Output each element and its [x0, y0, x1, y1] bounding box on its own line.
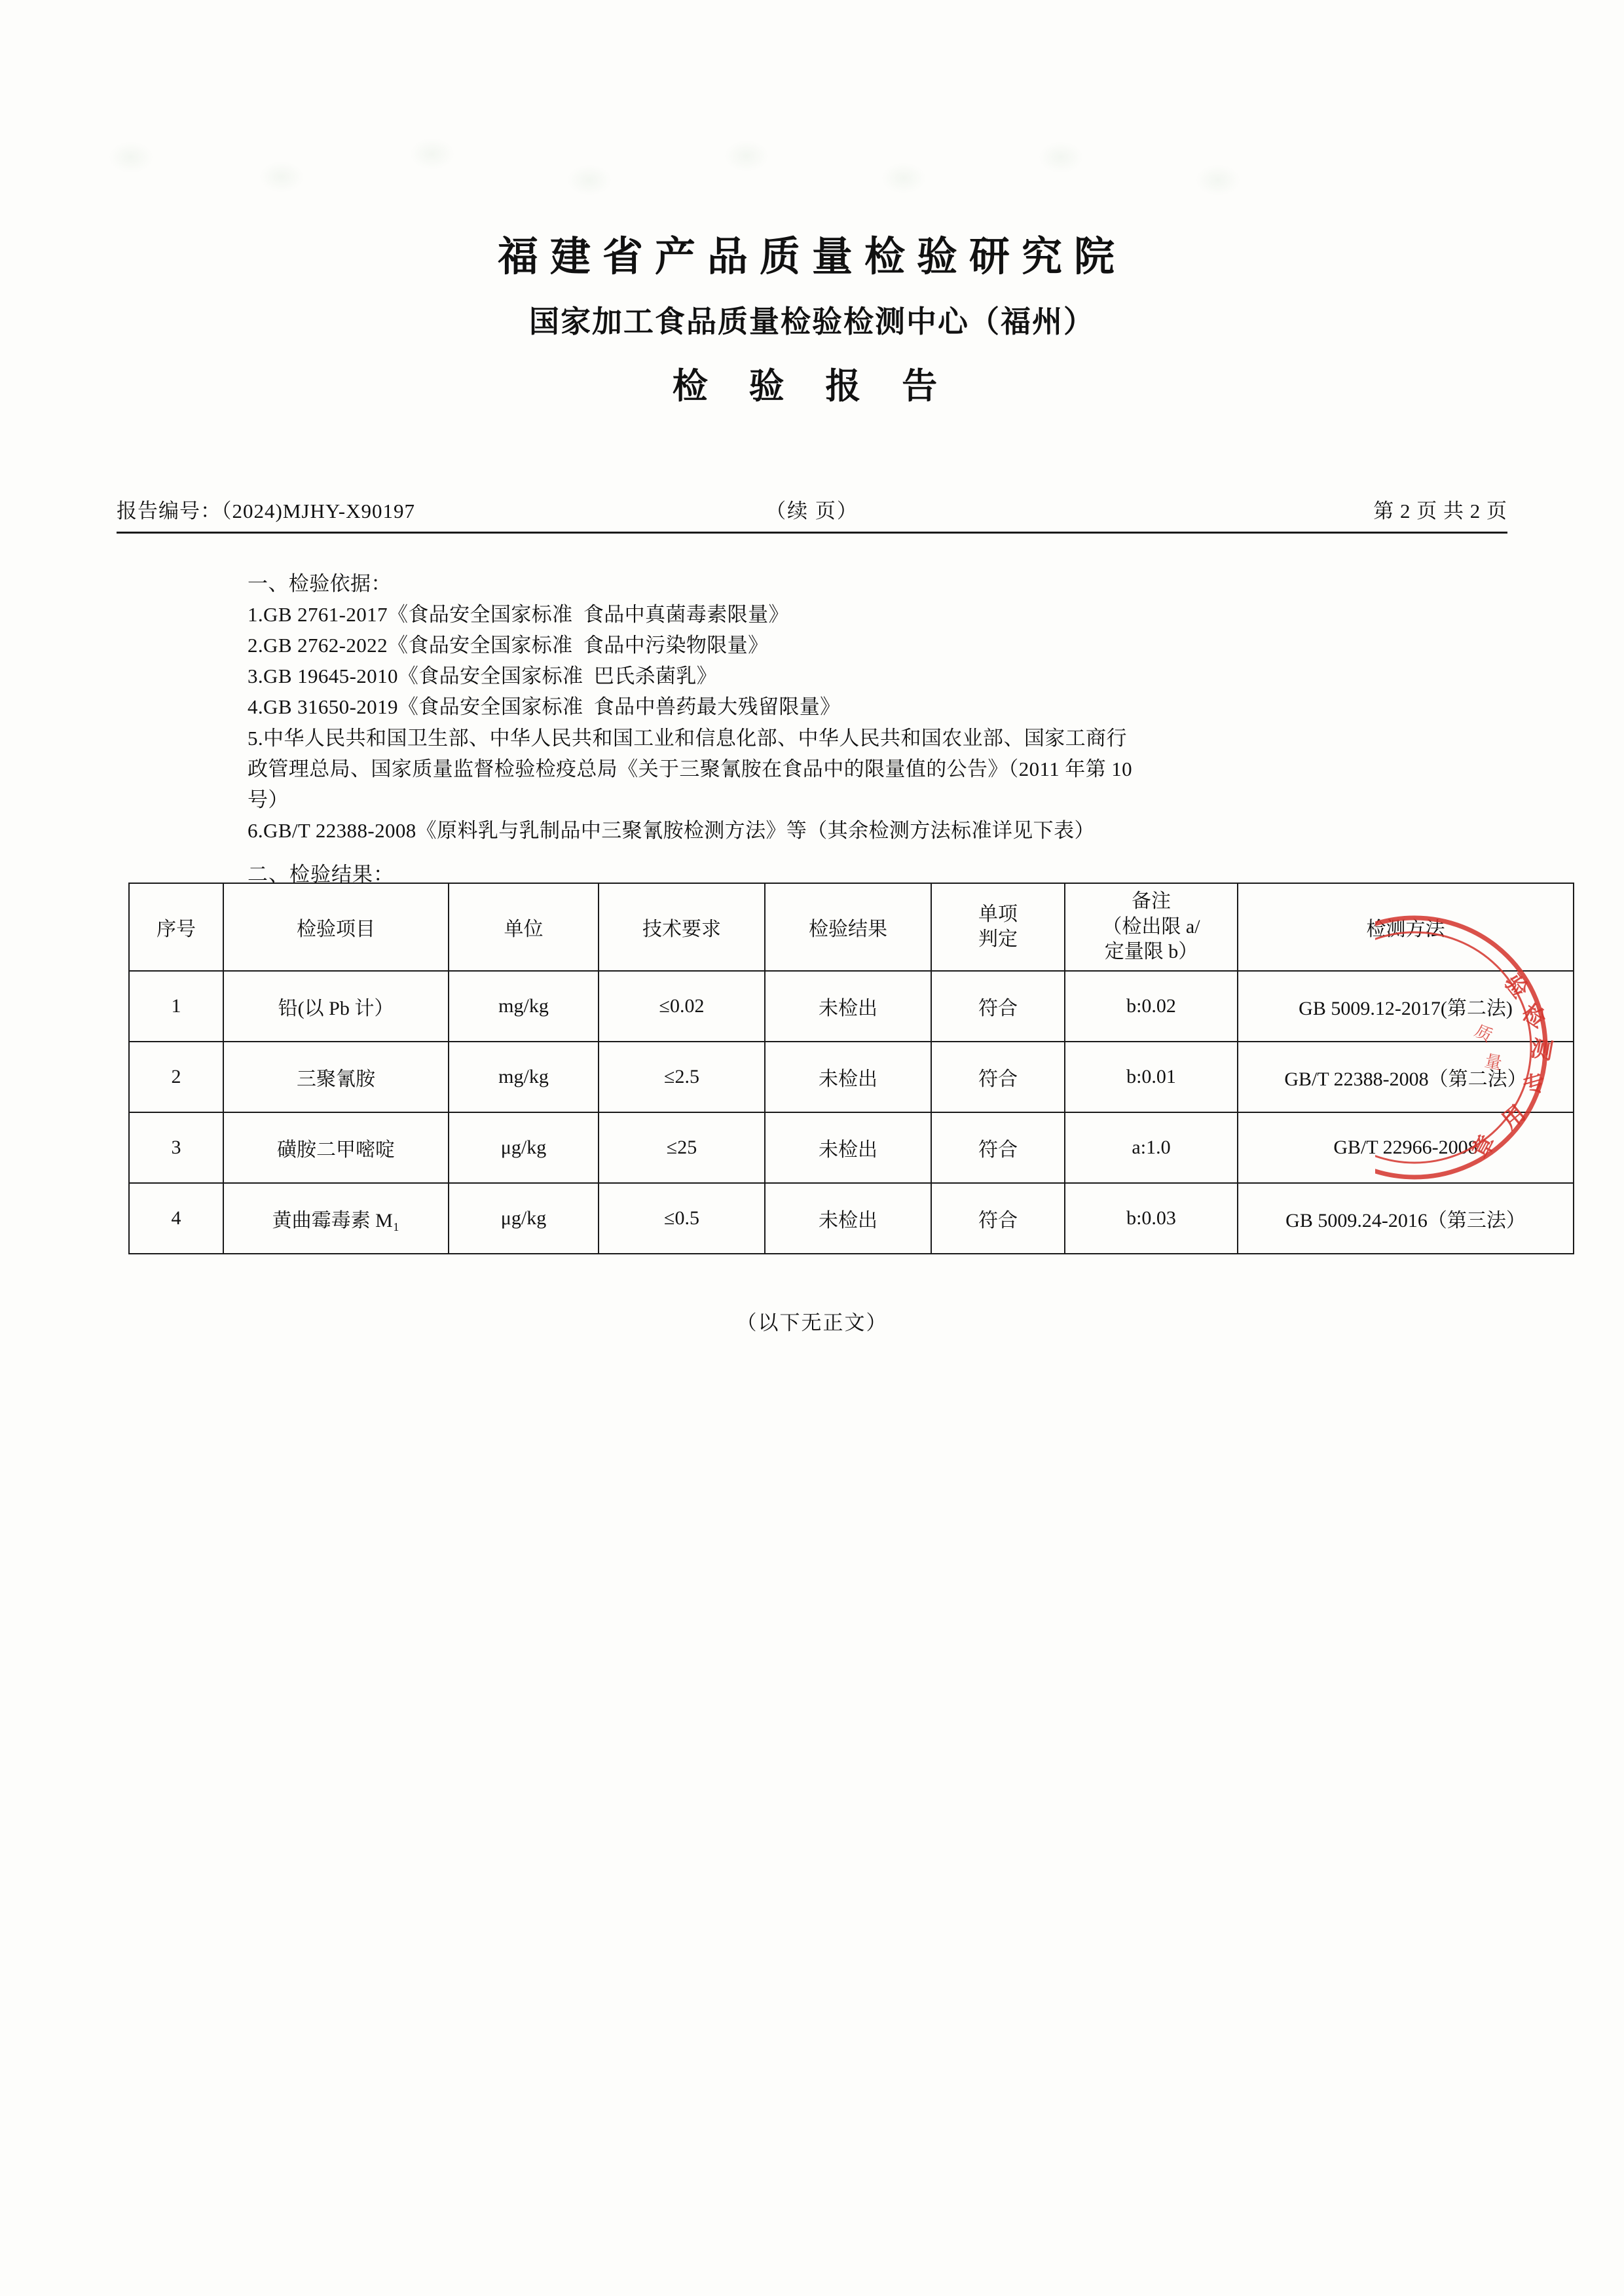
- verdict-header-line2: 判定: [978, 928, 1018, 950]
- cell-unit: μg/kg: [449, 1112, 599, 1183]
- center-name: 国家加工食品质量检验检测中心（福州）: [529, 304, 1095, 340]
- cell-requirement: ≤25: [599, 1112, 765, 1183]
- table-row: [129, 1042, 1574, 1112]
- basis-line: 4.GB 31650-2019《食品安全国家标准 食品中兽药最大残留限量》: [248, 695, 841, 719]
- svg-text:量: 量: [1483, 1051, 1504, 1074]
- column-header-unit: 单位: [449, 883, 599, 971]
- results-table-head: [129, 883, 1574, 971]
- column-header-no: 序号: [129, 883, 223, 971]
- inspection-basis-section: [248, 568, 1472, 846]
- cell-no: 2: [129, 1042, 223, 1112]
- column-header-method: 检测方法: [1238, 883, 1574, 971]
- cell-item: 铅(以 Pb 计）: [223, 971, 449, 1042]
- basis-line: 政管理总局、国家质量监督检验检疫总局《关于三聚氰胺在食品中的限量值的公告》（2011 年第 10: [248, 757, 1133, 780]
- basis-line: 6.GB/T 22388-2008《原料乳与乳制品中三聚氰胺检测方法》等（其余检测方法标准详见下表）: [248, 818, 1095, 842]
- basis-line: 2.GB 2762-2022《食品安全国家标准 食品中污染物限量》: [248, 634, 769, 657]
- cell-unit: mg/kg: [449, 971, 599, 1042]
- results-table: [128, 883, 1574, 1254]
- svg-text:用: 用: [1497, 1100, 1531, 1135]
- report-number: [117, 494, 415, 524]
- basis-line: 5.中华人民共和国卫生部、中华人民共和国工业和信息化部、中华人民共和国农业部、国家工商行: [248, 726, 1127, 750]
- svg-text:质: 质: [1471, 1021, 1496, 1047]
- svg-text:验: 验: [1498, 969, 1534, 1004]
- remark-header-line1: 备注: [1132, 890, 1171, 913]
- cell-verdict: 符合: [931, 1112, 1065, 1183]
- column-header-result: 检验结果: [765, 883, 931, 971]
- cell-method: GB 5009.24-2016（第三法）: [1238, 1183, 1574, 1254]
- svg-text:专: 专: [1520, 1068, 1549, 1101]
- table-row: [129, 1183, 1574, 1254]
- remark-header-line3: 定量限 b）: [1104, 941, 1198, 963]
- scan-artifact-band: [0, 118, 1624, 242]
- cell-no: 4: [129, 1183, 223, 1254]
- table-row: [129, 971, 1574, 1042]
- cell-result: 未检出: [765, 1112, 931, 1183]
- cell-verdict: 符合: [931, 971, 1065, 1042]
- no-text-below-note: （以下无正文）: [736, 1311, 888, 1334]
- cell-requirement: ≤2.5: [599, 1042, 765, 1112]
- document-header: [0, 232, 1624, 409]
- verdict-header-line1: 单项: [978, 903, 1018, 925]
- cell-item: 三聚氰胺: [223, 1042, 449, 1112]
- report-meta-row: [117, 494, 1507, 528]
- cell-item: 磺胺二甲嘧啶: [223, 1112, 449, 1183]
- column-header-verdict: [931, 883, 1065, 971]
- svg-text:章: 章: [1467, 1131, 1501, 1163]
- cell-no: 3: [129, 1112, 223, 1183]
- cell-no: 1: [129, 971, 223, 1042]
- cell-remark: b:0.01: [1065, 1042, 1238, 1112]
- header-divider: [117, 532, 1507, 534]
- column-header-remark: [1065, 883, 1238, 971]
- cell-verdict: 符合: [931, 1183, 1065, 1254]
- column-header-item: 检验项目: [223, 883, 449, 971]
- column-header-requirement: 技术要求: [599, 883, 765, 971]
- cell-unit: mg/kg: [449, 1042, 599, 1112]
- basis-line: 1.GB 2761-2017《食品安全国家标准 食品中真菌毒素限量》: [248, 603, 789, 627]
- cell-unit: μg/kg: [449, 1183, 599, 1254]
- table-row: [129, 1112, 1574, 1183]
- cell-method: GB/T 22966-2008: [1238, 1112, 1574, 1183]
- cell-result: 未检出: [765, 1183, 931, 1254]
- cell-verdict: 符合: [931, 1042, 1065, 1112]
- report-number-value: （2024)MJHY-X90197: [221, 500, 415, 522]
- results-heading: 二、检验结果：: [248, 863, 394, 886]
- cell-result: 未检出: [765, 971, 931, 1042]
- svg-text:测: 测: [1528, 1035, 1555, 1065]
- cell-item: 黄曲霉毒素 M₁: [223, 1183, 449, 1254]
- cell-requirement: ≤0.02: [599, 971, 765, 1042]
- results-table-body: [129, 971, 1574, 1254]
- report-title: 检 验 报 告: [672, 365, 952, 407]
- cell-requirement: ≤0.5: [599, 1183, 765, 1254]
- cell-remark: b:0.02: [1065, 971, 1238, 1042]
- continued-marker: （续 页）: [766, 500, 858, 522]
- table-header-row: [129, 883, 1574, 971]
- basis-line: 3.GB 19645-2010《食品安全国家标准 巴氏杀菌乳》: [248, 665, 718, 688]
- cell-remark: b:0.03: [1065, 1183, 1238, 1254]
- cell-remark: a:1.0: [1065, 1112, 1238, 1183]
- cell-method: GB 5009.12-2017(第二法): [1238, 971, 1574, 1042]
- basis-heading: 一、检验依据：: [248, 572, 392, 595]
- organization-title: 福建省产品质量检验研究院: [497, 232, 1126, 280]
- basis-line: 号）: [248, 788, 289, 811]
- report-number-label: 报告编号：: [117, 500, 221, 522]
- remark-header-line2: （检出限 a/: [1102, 915, 1200, 938]
- svg-text:检: 检: [1517, 999, 1551, 1034]
- cell-result: 未检出: [765, 1042, 931, 1112]
- page-indicator: 第 2 页 共 2 页: [1373, 500, 1507, 522]
- cell-method: GB/T 22388-2008（第二法）: [1238, 1042, 1574, 1112]
